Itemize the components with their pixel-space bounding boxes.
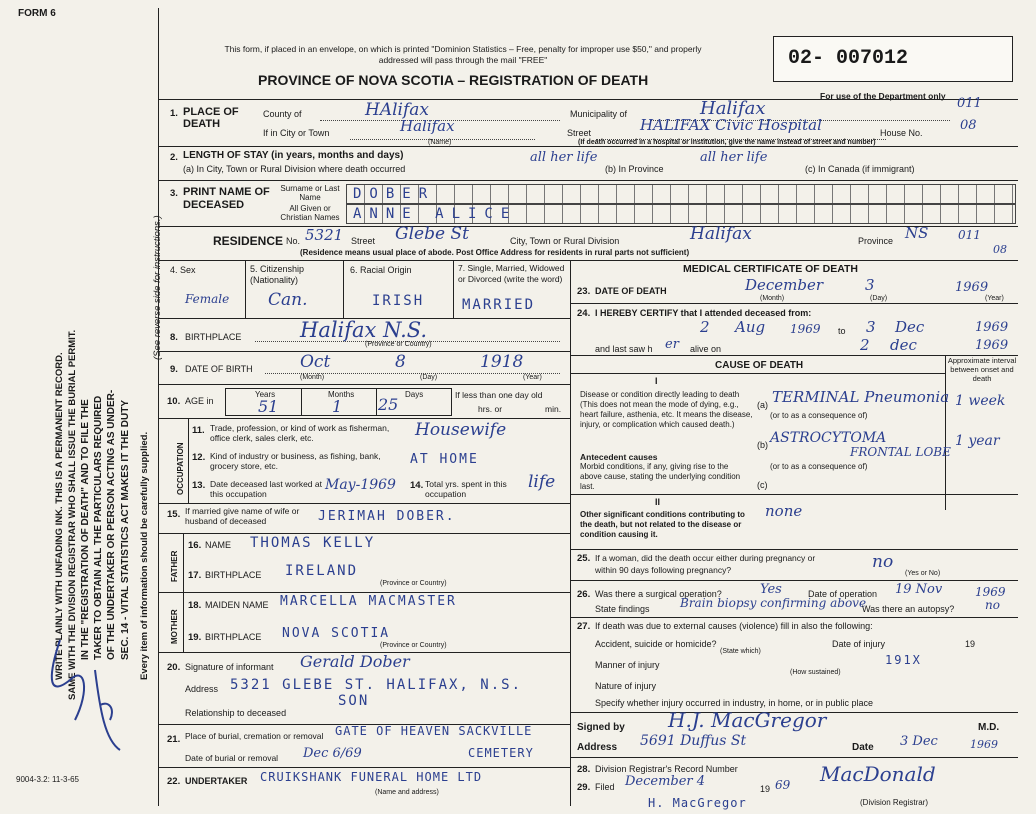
dod-year: 1969: [955, 280, 989, 295]
interval-a: 1 week: [955, 393, 1006, 409]
occupation-side-label: OCCUPATION: [176, 442, 185, 495]
manner-label: Manner of injury: [595, 660, 660, 670]
sustained-caption: (How sustained): [790, 669, 841, 676]
dob-year-caption: (Year): [523, 374, 542, 381]
alive-day: 2: [860, 336, 870, 354]
interval-b: 1 year: [955, 433, 1000, 449]
nature-label: Nature of injury: [595, 681, 657, 691]
from-month: Aug: [735, 318, 766, 336]
op-year: 1969: [975, 585, 1006, 599]
to-day: 3: [866, 318, 876, 336]
filed-value: December 4: [625, 774, 706, 789]
age-days-label: Days: [405, 390, 424, 399]
side-line-3: TAKER TO OBTAIN ALL THE PARTICULARS REQUIRED: [93, 395, 104, 660]
mother-side-label: MOTHER: [170, 609, 179, 644]
external-label: If death was due to external causes (violence) fill in also the following:: [595, 621, 873, 631]
cause-a: TERMINAL Pneumonia: [772, 388, 950, 406]
cause-title: CAUSE OF DEATH: [715, 360, 804, 371]
age-years: 51: [258, 397, 279, 416]
filed-year: 69: [775, 778, 791, 792]
side-line-6: WRITE PLAINLY WITH UNFADING INK. THIS IS A PERMANENT RECORD.: [54, 352, 65, 680]
last-saw-her: er: [665, 337, 679, 352]
roman-2: II: [655, 497, 661, 507]
form-title: PROVINCE OF NOVA SCOTIA – REGISTRATION OF DEATH: [258, 72, 649, 88]
dod-label: DATE OF DEATH: [595, 286, 667, 296]
mother-birthplace-label: BIRTHPLACE: [205, 632, 262, 642]
signed-value: H.J. MacGregor: [668, 708, 827, 732]
citizenship-label: 5. Citizenship (Nationality): [250, 264, 305, 285]
surname-boxes: [346, 184, 1016, 204]
burial-place: GATE OF HEAVEN SACKVILLE: [335, 724, 533, 738]
racial-value: IRISH: [372, 293, 425, 309]
md-address-label: Address: [577, 742, 618, 753]
side-line-8: (See reverse side for instructions.): [152, 215, 163, 360]
due-to-b: (or to as a consequence of): [770, 462, 868, 471]
disease-label: Disease or condition directly leading to death (This does not mean the mode of dying, e.g., heart failure, asthenia, etc. It means the disease, injury, or complication which caused death.): [580, 390, 753, 429]
registration-number-box: [773, 36, 1013, 82]
op-date-label: Date of operation: [808, 589, 878, 599]
spouse-value: JERIMAH DOBER.: [318, 509, 456, 524]
antecedent-label: Antecedent causes: [580, 452, 658, 462]
mother-birthplace: NOVA SCOTIA: [282, 626, 391, 641]
birthplace-caption: (Province or Country): [365, 341, 432, 348]
md-date-label: Date: [852, 742, 874, 753]
injury-date-label: Date of injury: [832, 639, 886, 649]
dod-month-caption: (Month): [760, 295, 785, 302]
md-date: 3 Dec: [900, 734, 938, 749]
injury-year-prefix: 19: [965, 639, 976, 649]
dob-label: DATE OF BIRTH: [185, 364, 253, 374]
industry-value: AT HOME: [410, 452, 479, 467]
place-num: 1.: [170, 108, 178, 119]
side-line-4: IN THE "REGISTRATION OF DEATH" AND TO FILE THE: [80, 399, 91, 660]
last-saw-label: and last saw h: [595, 344, 653, 354]
cause-b: ASTROCYTOMA: [770, 430, 887, 446]
industry-injury-label: Specify whether injury occurred in industry, in home, or in public place: [595, 698, 873, 708]
form-code: 9004-3.2: 11-3-65: [16, 775, 80, 784]
undertaker-caption: (Name and address): [375, 789, 439, 796]
age-days: 25: [378, 395, 399, 414]
citizenship-value: Can.: [268, 290, 308, 310]
registrar-no-label: Division Registrar's Record Number: [595, 764, 738, 774]
residence-city: Halifax: [690, 224, 752, 244]
side-line-1: SEC. 14 - VITAL STATISTICS ACT MAKES IT THE DUTY: [120, 399, 131, 660]
city-label: If in City or Town: [263, 128, 330, 138]
birthplace-value: Halifax N.S.: [300, 318, 428, 342]
residence-city-label: City, Town or Rural Division: [510, 236, 620, 246]
cause-b2: FRONTAL LOBE: [850, 445, 951, 459]
stay-a-value: all her life: [530, 150, 598, 165]
residence-province-label: Province: [858, 236, 894, 246]
place-code-1: 011: [957, 96, 982, 111]
street-value: HALIFAX Civic Hospital: [640, 116, 822, 134]
roman-1: I: [655, 376, 658, 386]
surname-label: Surname or Last Name: [280, 184, 340, 202]
min-label: min.: [545, 404, 562, 414]
dob-month: Oct: [300, 352, 331, 372]
medical-title: MEDICAL CERTIFICATE OF DEATH: [683, 263, 858, 275]
informant-signature-label: Signature of informant: [185, 662, 274, 672]
surgical-label: Was there a surgical operation?: [595, 589, 722, 599]
cause-c-label: (c): [757, 480, 768, 490]
age-months-label: Months: [328, 390, 355, 399]
residence-label: RESIDENCE: [213, 234, 284, 248]
hospital-note: (If death occurred in a hospital or institution, give the name instead of street and number): [578, 139, 876, 146]
alive-label: alive on: [690, 344, 722, 354]
cause-b-label: (b): [757, 440, 768, 450]
pregnancy-value: no: [872, 552, 894, 572]
mother-caption: (Province or Country): [380, 642, 447, 649]
mail-notice: This form, if placed in an envelope, on which is printed "Dominion Statistics – Free, penalty for improper use $50," and properly addressed will pass through the mail "FREE": [224, 44, 702, 65]
autopsy-value: no: [985, 598, 1000, 612]
stay-label: LENGTH OF STAY (in years, months and days): [183, 150, 404, 161]
sex-label: 4. Sex: [170, 265, 196, 275]
dob-year: 1918: [480, 352, 524, 372]
cause-a-label: (a): [757, 400, 768, 410]
age-months: 1: [332, 397, 343, 416]
informant-address: 5321 GLEBE ST. HALIFAX, N.S.: [230, 677, 523, 693]
to-month: Dec: [895, 318, 925, 336]
name-num: 3.: [170, 188, 178, 199]
burial-place-label: Place of burial, cremation or removal: [185, 731, 324, 741]
street-label: Street: [567, 128, 592, 138]
manner-value: 191X: [885, 653, 922, 667]
dob-day-caption: (Day): [420, 374, 438, 381]
hrs-label: hrs. or: [478, 404, 503, 414]
dob-month-caption: (Month): [300, 374, 325, 381]
dod-year-caption: (Year): [985, 295, 1004, 302]
place-code-2: 08: [960, 118, 977, 133]
county-label: County of: [263, 109, 302, 119]
from-year: 1969: [790, 322, 821, 336]
residence-street-label: Street: [351, 236, 376, 246]
stay-a-label: (a) In City, Town or Rural Division where death occurred: [183, 164, 406, 174]
spouse-label: If married give name of wife or husband of deceased: [185, 506, 300, 526]
informant-signature: Gerald Dober: [300, 652, 410, 671]
county-value: HAlifax: [365, 100, 429, 120]
burial-date-label: Date of burial or removal: [185, 753, 279, 763]
burial-date: Dec 6/69: [303, 746, 362, 761]
printed-physician-name: H. MacGregor: [648, 796, 747, 810]
residence-note: (Residence means usual place of abode. Post Office Address for residents in rural parts not sufficient): [300, 248, 690, 257]
given-boxes: [346, 204, 1016, 224]
name-label: PRINT NAME OF DECEASED: [183, 186, 270, 211]
age-years-label: Years: [255, 390, 276, 399]
last-worked-label: Date deceased last worked at this occupation: [210, 479, 322, 499]
place-label: PLACE OF DEATH: [183, 106, 239, 130]
residence-code: 011: [958, 228, 981, 242]
to-year: 1969: [975, 320, 1009, 335]
division-registrar-signature: MacDonald: [820, 762, 936, 786]
birthplace-label: BIRTHPLACE: [185, 332, 242, 342]
father-birthplace-label: BIRTHPLACE: [205, 570, 262, 580]
alive-year: 1969: [975, 338, 1009, 353]
father-birthplace: IRELAND: [285, 563, 359, 579]
mother-maiden: MARCELLA MACMASTER: [280, 594, 457, 609]
marital-value: MARRIED: [462, 297, 536, 313]
total-years-label: Total yrs. spent in this occupation: [425, 479, 507, 499]
dod-day-caption: (Day): [870, 295, 888, 302]
relationship-value: SON: [338, 693, 370, 709]
handwritten-initials-mark: [40, 610, 130, 760]
industry-label: Kind of industry or business, as fishing, bank, grocery store, etc.: [210, 451, 381, 471]
dod-month: December: [745, 276, 824, 294]
form-number: FORM 6: [18, 8, 56, 19]
stay-c-label: (c) In Canada (if immigrant): [805, 164, 915, 174]
given-value: ANNE ALICE: [353, 206, 518, 222]
racial-label: 6. Racial Origin: [350, 265, 412, 275]
burial-cemetery: CEMETERY: [468, 746, 534, 760]
trade-label: Trade, profession, or kind of work as fisherman, office clerk, sales clerk, etc.: [210, 423, 390, 443]
division-registrar-caption: (Division Registrar): [860, 798, 929, 807]
accident-label: Accident, suicide or homicide?: [595, 639, 717, 649]
house-label: House No.: [880, 128, 923, 138]
residence-province: NS: [905, 224, 929, 242]
relationship-label: Relationship to deceased: [185, 708, 287, 718]
stay-b-value: all her life: [700, 150, 768, 165]
other-label: Other significant conditions contributing to the death, but not related to the disease or condition causing it.: [580, 510, 745, 539]
residence-no: 5321: [305, 226, 344, 244]
findings-label: State findings: [595, 604, 650, 614]
father-side-label: FATHER: [170, 550, 179, 582]
department-use: For use of the Department only: [820, 91, 946, 101]
to-label: to: [838, 326, 846, 336]
md-address: 5691 Duffus St: [640, 733, 747, 749]
dob-day: 8: [395, 352, 406, 372]
residence-street: Glebe St: [395, 224, 469, 244]
residence-code-2: 08: [993, 243, 1007, 256]
side-line-5: SAME WITH THE DIVISION REGISTRAR WHO SHALL ISSUE THE BURIAL PERMIT.: [67, 329, 78, 700]
stay-num: 2.: [170, 152, 178, 163]
other-value: none: [765, 502, 803, 520]
surname-value: DOBER: [353, 186, 436, 202]
municipality-label: Municipality of: [570, 109, 628, 119]
registration-number: 02- 007012: [788, 47, 909, 70]
undertaker-label: UNDERTAKER: [185, 776, 248, 786]
op-date: 19 Nov: [895, 582, 943, 597]
age-label: AGE in: [185, 396, 214, 406]
md-date-year: 1969: [970, 738, 998, 751]
pregnancy-label: If a woman, did the death occur either during pregnancy or within 90 days following pregnancy?: [595, 553, 816, 575]
total-years-value: life: [528, 472, 556, 492]
filed-label: Filed: [595, 782, 615, 792]
surgical-value: Yes: [760, 582, 782, 597]
antecedent-desc: Morbid conditions, if any, giving rise to the above cause, stating the underlying condition last.: [580, 462, 741, 491]
certify-label: I HEREBY CERTIFY that I attended deceased from:: [595, 308, 812, 318]
father-name-label: NAME: [205, 540, 232, 550]
findings-value: Brain biopsy confirming above: [680, 596, 867, 610]
sex-value: Female: [185, 292, 230, 306]
residence-no-label: No.: [286, 236, 301, 246]
due-to-a: (or to as a consequence of): [770, 411, 868, 420]
mother-maiden-label: MAIDEN NAME: [205, 600, 269, 610]
undertaker-value: CRUIKSHANK FUNERAL HOME LTD: [260, 770, 483, 784]
municipality-value: Halifax: [700, 98, 766, 119]
side-line-2: OF THE UNDERTAKER OR PERSON ACTING AS UNDER-: [106, 389, 117, 660]
less-day-label: If less than one day old: [455, 390, 543, 400]
city-value: Halifax: [400, 117, 455, 135]
stay-b-label: (b) In Province: [605, 164, 664, 174]
last-worked-value: May-1969: [325, 477, 396, 493]
informant-address-label: Address: [185, 684, 219, 694]
alive-month: dec: [890, 336, 917, 354]
yes-no-caption: (Yes or No): [905, 570, 941, 577]
signed-label: Signed by: [577, 722, 625, 733]
instructions-panel: [0, 0, 163, 814]
trade-value: Housewife: [415, 420, 507, 440]
filed-year-prefix: 19: [760, 784, 771, 794]
given-label: All Given or Christian Names: [280, 204, 340, 222]
autopsy-label: Was there an autopsy?: [862, 604, 955, 614]
father-name: THOMAS KELLY: [250, 535, 376, 551]
dod-day: 3: [865, 276, 875, 294]
md-label: M.D.: [978, 722, 1000, 733]
interval-label: Approximate interval between onset and death: [947, 356, 1017, 383]
side-line-7: Every item of information should be carefully supplied.: [139, 431, 150, 680]
state-caption: (State which): [720, 648, 761, 655]
from-day: 2: [700, 318, 710, 336]
city-caption: (Name): [428, 139, 452, 146]
father-caption: (Province or Country): [380, 580, 447, 587]
marital-label: 7. Single, Married, Widowed or Divorced (write the word): [458, 263, 565, 284]
